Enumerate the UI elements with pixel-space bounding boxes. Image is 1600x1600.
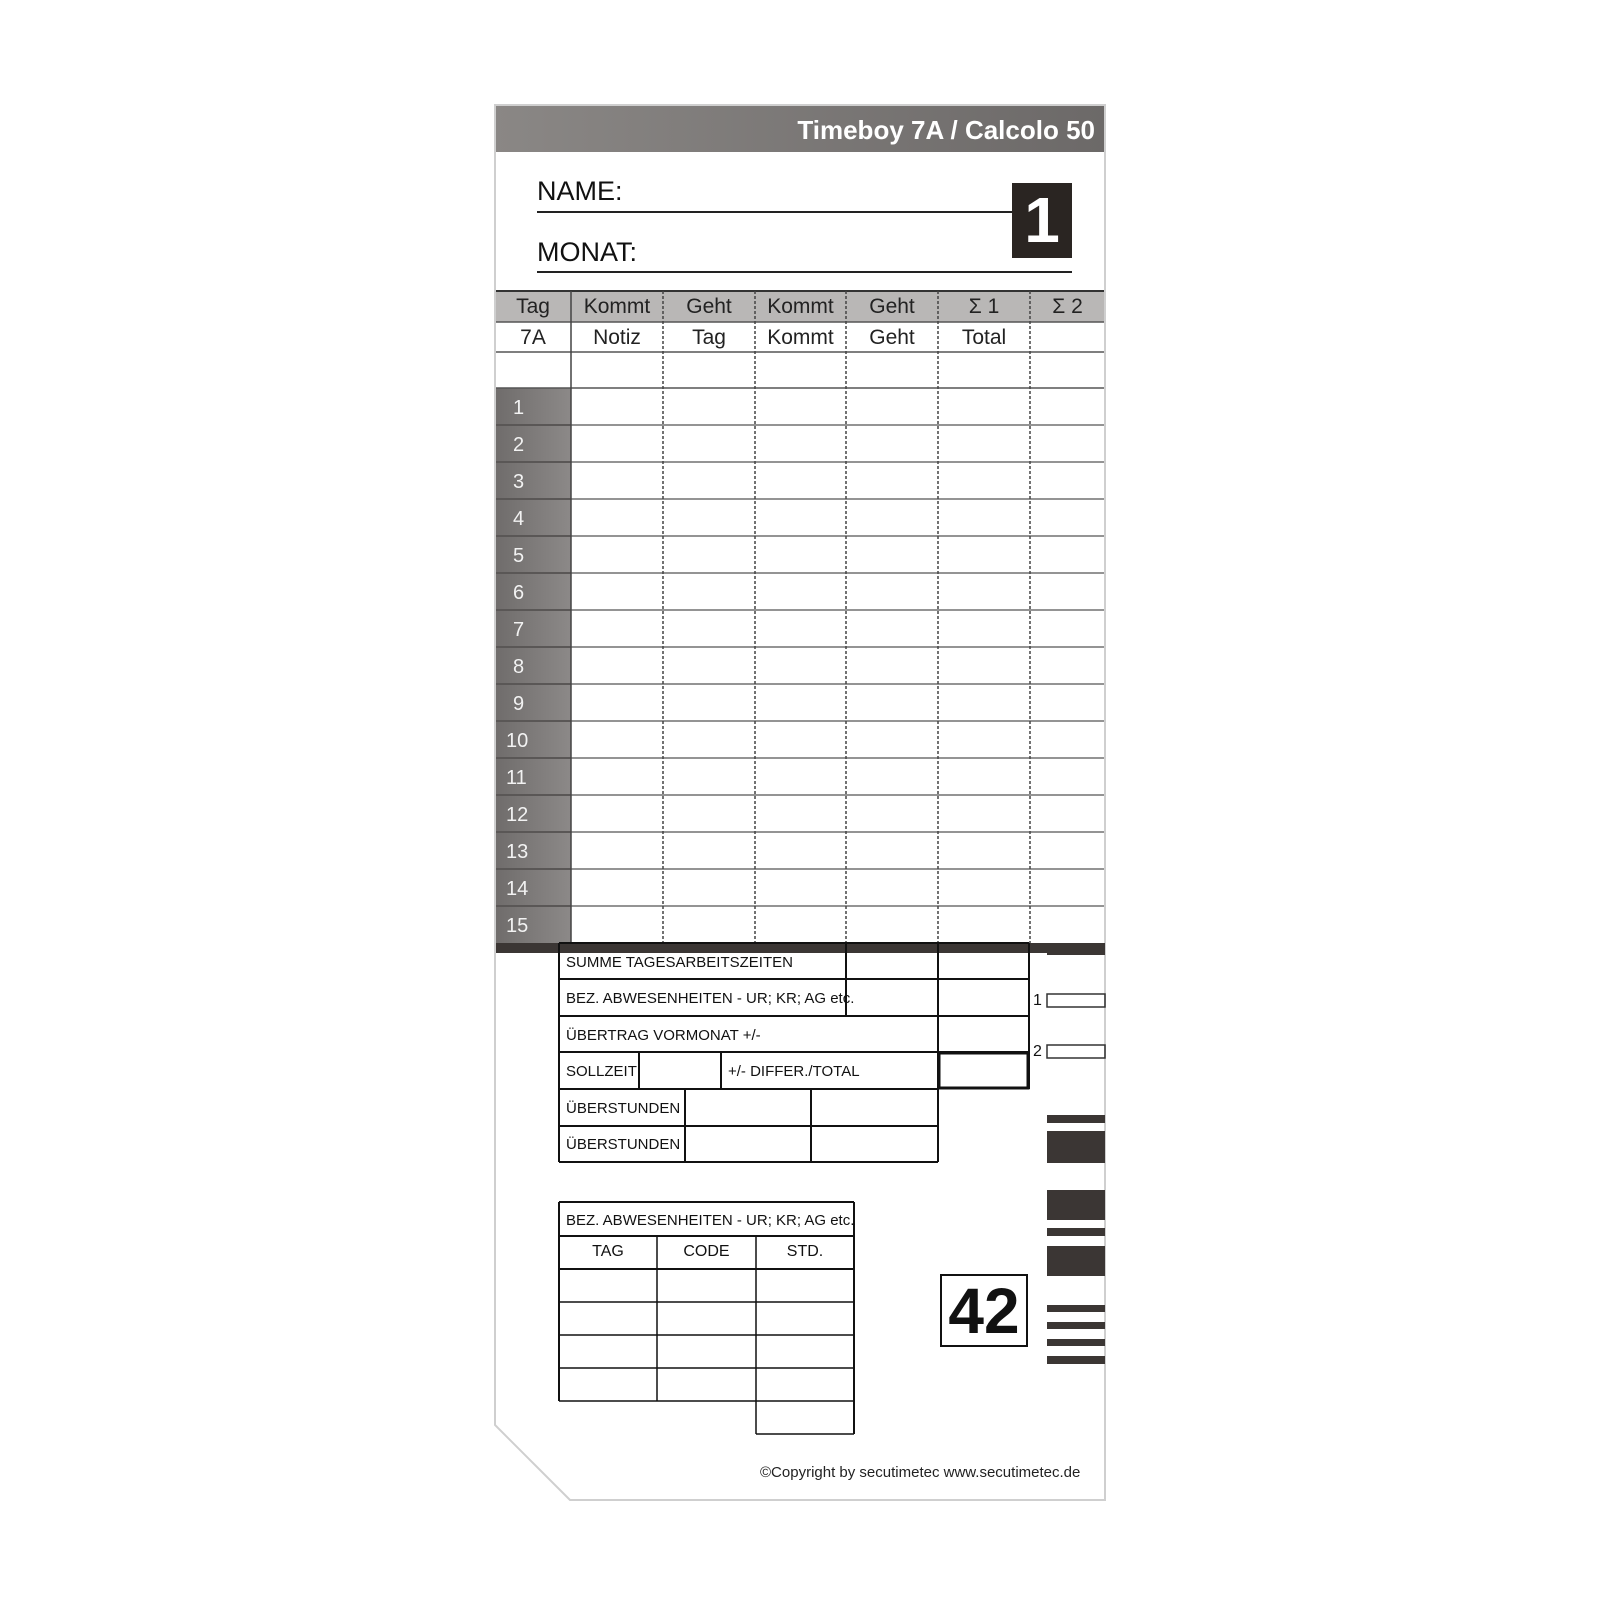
card-title: Timeboy 7A / Calcolo 50 (797, 115, 1095, 145)
month-label: MONAT: (537, 237, 637, 267)
barcode-stripe (1047, 1322, 1105, 1329)
header-geht: Geht (686, 295, 732, 318)
absence-title: BEZ. ABWESENHEITEN - UR; KR; AG etc. (566, 1212, 855, 1229)
barcode-stripe (1047, 1246, 1105, 1276)
day-number: 11 (506, 767, 527, 789)
summary-stub-bar (1047, 943, 1105, 955)
header-tag-2: Tag (692, 326, 726, 349)
absence-col-std: STD. (786, 1243, 824, 1260)
card-stamp-number: 42 (940, 1274, 1028, 1347)
summary-ueberstunden-label: ÜBERSTUNDEN (566, 1100, 681, 1117)
marker-1: 1 (1033, 992, 1042, 1009)
day-number: 4 (513, 508, 525, 530)
summary-sollzeit-label: SOLLZEIT (566, 1063, 637, 1080)
name-label: NAME: (537, 176, 623, 206)
barcode-stripe (1047, 1356, 1105, 1364)
day-number: 8 (513, 656, 525, 678)
summary-ueberstunden-label-2: ÜBERSTUNDEN (566, 1136, 681, 1153)
header-sum-2: Σ 2 (1052, 295, 1083, 318)
barcode-stripe (1047, 1228, 1105, 1236)
header-7a: 7A (520, 326, 546, 349)
day-number: 3 (513, 471, 525, 493)
copyright-text: ©Copyright by secutimetec www.secutimetec.de (760, 1464, 1081, 1481)
card-number-badge: 1 (1012, 183, 1072, 258)
barcode-stripe (1047, 1131, 1105, 1163)
barcode-stripe (1047, 1190, 1105, 1220)
day-number: 13 (506, 841, 529, 863)
day-number: 6 (513, 582, 525, 604)
header-geht-2: Geht (869, 295, 915, 318)
header-geht-3: Geht (869, 326, 915, 349)
header-kommt-2: Kommt (767, 295, 834, 318)
barcode-stripe (1047, 1339, 1105, 1346)
day-number: 2 (513, 434, 525, 456)
absence-col-tag: TAG (592, 1243, 624, 1260)
day-number: 12 (506, 804, 529, 826)
summary-bez-label: BEZ. ABWESENHEITEN - UR; KR; AG etc. (566, 990, 855, 1007)
absence-col-code: CODE (683, 1243, 730, 1260)
day-number: 15 (506, 915, 529, 937)
day-number: 14 (506, 878, 529, 900)
header-total: Total (961, 326, 1007, 349)
header-kommt: Kommt (583, 295, 651, 318)
barcode-stripe (1047, 1115, 1105, 1123)
header-kommt-3: Kommt (767, 326, 834, 349)
summary-summe-label: SUMME TAGESARBEITSZEITEN (566, 954, 793, 971)
summary-uebertrag-label: ÜBERTRAG VORMONAT +/- (566, 1027, 761, 1044)
day-number: 5 (513, 545, 525, 567)
barcode-stripe (1047, 1305, 1105, 1312)
day-number: 7 (513, 619, 525, 641)
day-number: 1 (513, 397, 525, 419)
header-notiz: Notiz (593, 326, 641, 349)
header-tag: Tag (516, 295, 550, 318)
header-sum-1: Σ 1 (968, 295, 1000, 318)
marker-2: 2 (1033, 1043, 1042, 1060)
summary-differ-label: +/- DIFFER./TOTAL (728, 1063, 860, 1080)
day-number: 10 (506, 730, 529, 752)
day-number: 9 (513, 693, 525, 715)
